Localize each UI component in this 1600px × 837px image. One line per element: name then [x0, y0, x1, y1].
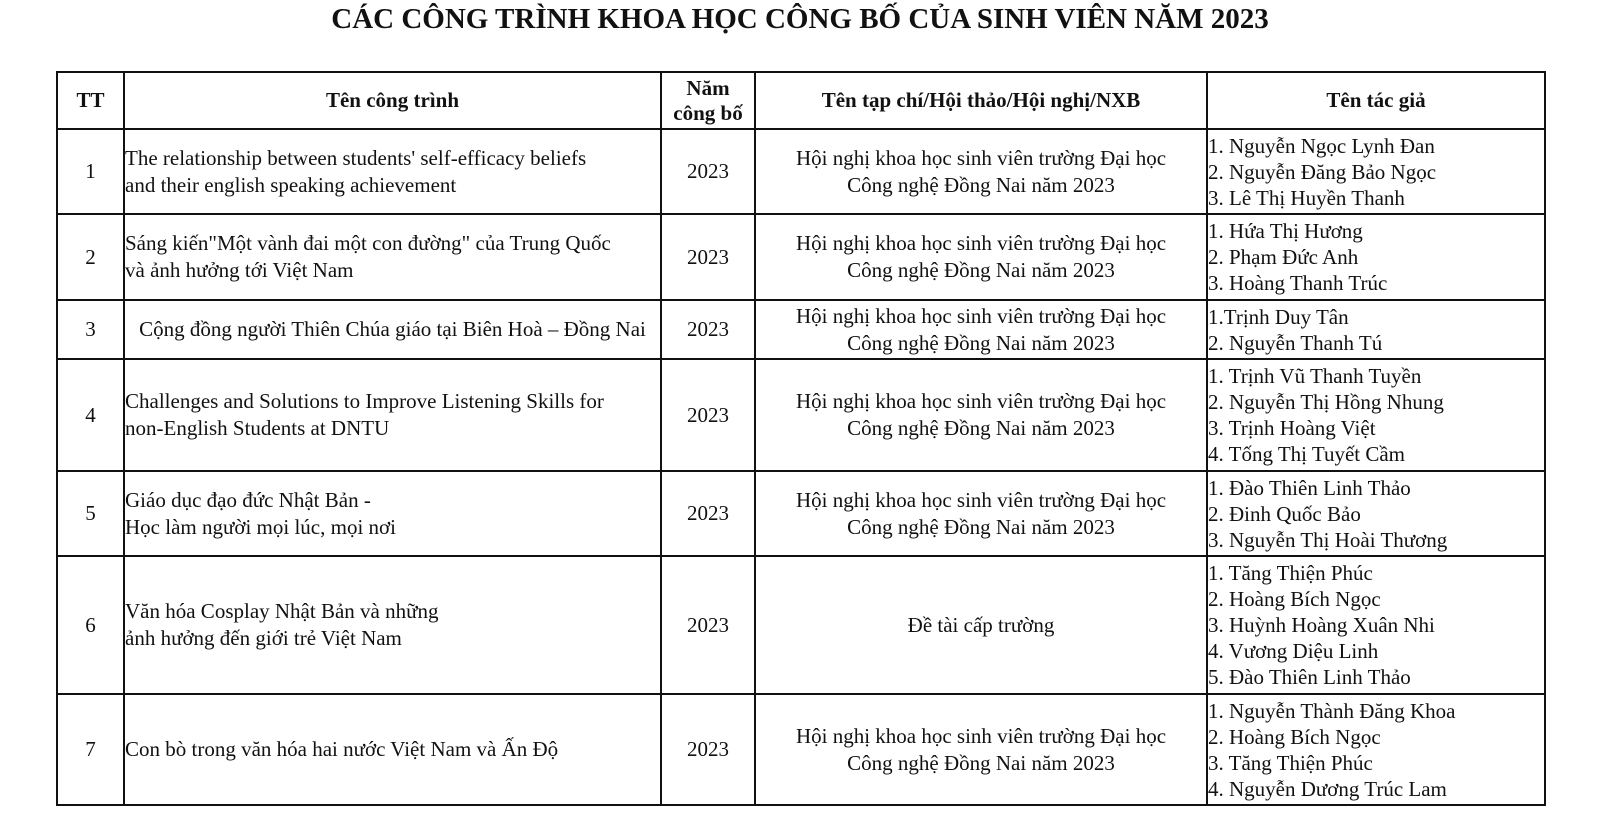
publication-title-text: Giáo dục đạo đức Nhật Bản - Học làm người mọi lúc, mọi nơi: [125, 487, 396, 539]
publication-title: [124, 471, 661, 556]
publication-venue: [755, 129, 1207, 214]
publication-year: 2023: [661, 694, 755, 805]
author-name: 3. Hoàng Thanh Trúc: [1208, 271, 1388, 295]
author-name: 4. Vương Diệu Linh: [1208, 639, 1379, 663]
publication-year: 2023: [661, 359, 755, 471]
publication-title: [124, 556, 661, 694]
author-list: [1207, 300, 1545, 359]
author-name: 2. Phạm Đức Anh: [1208, 245, 1359, 269]
page-title: CÁC CÔNG TRÌNH KHOA HỌC CÔNG BỐ CỦA SINH VIÊN NĂM 2023: [331, 3, 1269, 35]
author-name: 2. Nguyễn Thị Hồng Nhung: [1208, 390, 1444, 414]
row-number: 3: [57, 300, 124, 359]
header-year-label: Năm công bố: [673, 75, 743, 125]
author-name: 3. Trịnh Hoàng Việt: [1208, 416, 1376, 440]
table-row: [57, 359, 1545, 471]
publication-venue-text: Hội nghị khoa học sinh viên trường Đại học Công nghệ Đồng Nai năm 2023: [795, 487, 1167, 539]
publication-title: [124, 129, 661, 214]
publication-venue-text: Đề tài cấp trường: [907, 612, 1055, 637]
author-list: [1207, 214, 1545, 300]
publication-title: [124, 359, 661, 471]
publication-venue-text: Hội nghị khoa học sinh viên trường Đại học Công nghệ Đồng Nai năm 2023: [795, 145, 1167, 197]
publication-title-text: Challenges and Solutions to Improve Listening Skills for non-English Students at DNTU: [125, 389, 604, 440]
publication-title: [124, 694, 661, 805]
table-row: [57, 556, 1545, 694]
publication-venue: [755, 556, 1207, 694]
author-name: 2. Nguyễn Thanh Tú: [1208, 330, 1383, 355]
publication-title: [124, 214, 661, 300]
author-name: 4. Nguyễn Dương Trúc Lam: [1208, 776, 1447, 801]
header-year: [661, 72, 755, 129]
publication-title: [124, 300, 661, 359]
author-name: 5. Đào Thiên Linh Thảo: [1208, 665, 1411, 689]
author-name: 2. Đinh Quốc Bảo: [1208, 501, 1361, 526]
row-number: 6: [57, 556, 124, 694]
author-name: 2. Hoàng Bích Ngọc: [1208, 587, 1381, 611]
author-name: 1. Nguyễn Ngọc Lynh Đan: [1208, 133, 1435, 158]
publication-venue-text: Hội nghị khoa học sinh viên trường Đại học Công nghệ Đồng Nai năm 2023: [795, 723, 1167, 775]
author-list: [1207, 556, 1545, 694]
header-venue: Tên tạp chí/Hội thảo/Hội nghị/NXB: [755, 72, 1207, 129]
author-list: [1207, 129, 1545, 214]
publication-year: 2023: [661, 300, 755, 359]
author-list: [1207, 471, 1545, 556]
publication-venue: [755, 300, 1207, 359]
publication-year: 2023: [661, 471, 755, 556]
author-name: 1. Đào Thiên Linh Thảo: [1208, 475, 1411, 500]
author-name: 1.Trịnh Duy Tân: [1208, 304, 1349, 329]
header-authors: Tên tác giả: [1207, 72, 1545, 129]
publication-year: 2023: [661, 556, 755, 694]
publication-year: 2023: [661, 129, 755, 214]
table-row: [57, 214, 1545, 300]
publication-title-text: The relationship between students' self-efficacy beliefs and their english speaking achievement: [125, 145, 587, 197]
author-name: 2. Hoàng Bích Ngọc: [1208, 724, 1381, 749]
author-list: [1207, 694, 1545, 805]
publication-title-text: Cộng đồng người Thiên Chúa giáo tại Biên Hoà – Đồng Nai: [139, 317, 646, 341]
author-list: [1207, 359, 1545, 471]
publication-title-text: Con bò trong văn hóa hai nước Việt Nam và Ấn Độ: [125, 737, 559, 761]
publication-title-text: Văn hóa Cosplay Nhật Bản và những ảnh hưởng đến giới trẻ Việt Nam: [125, 599, 439, 650]
row-number: 4: [57, 359, 124, 471]
publication-venue: [755, 694, 1207, 805]
author-name: 3. Nguyễn Thị Hoài Thương: [1208, 527, 1448, 552]
table-row: [57, 129, 1545, 214]
author-name: 1. Hứa Thị Hương: [1208, 219, 1363, 243]
row-number: 2: [57, 214, 124, 300]
header-tt: TT: [57, 72, 124, 129]
author-name: 4. Tống Thị Tuyết Cầm: [1208, 442, 1406, 466]
header-title: Tên công trình: [124, 72, 661, 129]
author-name: 1. Tăng Thiện Phúc: [1208, 561, 1373, 585]
publications-table: [56, 71, 1546, 806]
publication-venue-text: Hội nghị khoa học sinh viên trường Đại học Công nghệ Đồng Nai năm 2023: [795, 389, 1167, 440]
publication-venue-text: Hội nghị khoa học sinh viên trường Đại học Công nghệ Đồng Nai năm 2023: [795, 303, 1167, 355]
author-name: 1. Trịnh Vũ Thanh Tuyền: [1208, 364, 1422, 388]
publication-venue: [755, 359, 1207, 471]
publication-venue: [755, 214, 1207, 300]
author-name: 1. Nguyễn Thành Đăng Khoa: [1208, 698, 1456, 723]
author-name: 3. Huỳnh Hoàng Xuân Nhi: [1208, 613, 1435, 637]
table-row: [57, 471, 1545, 556]
author-name: 3. Lê Thị Huyền Thanh: [1208, 185, 1405, 210]
row-number: 7: [57, 694, 124, 805]
table-row: [57, 300, 1545, 359]
publication-title-text: Sáng kiến"Một vành đai một con đường" của Trung Quốc và ảnh hưởng tới Việt Nam: [125, 231, 611, 282]
publication-venue: [755, 471, 1207, 556]
table-header-row: [57, 72, 1545, 129]
row-number: 5: [57, 471, 124, 556]
row-number: 1: [57, 129, 124, 214]
table-row: [57, 694, 1545, 805]
publication-venue-text: Hội nghị khoa học sinh viên trường Đại học Công nghệ Đồng Nai năm 2023: [795, 231, 1167, 282]
author-name: 3. Tăng Thiện Phúc: [1208, 750, 1373, 775]
author-name: 2. Nguyễn Đăng Bảo Ngọc: [1208, 159, 1437, 184]
publication-year: 2023: [661, 214, 755, 300]
